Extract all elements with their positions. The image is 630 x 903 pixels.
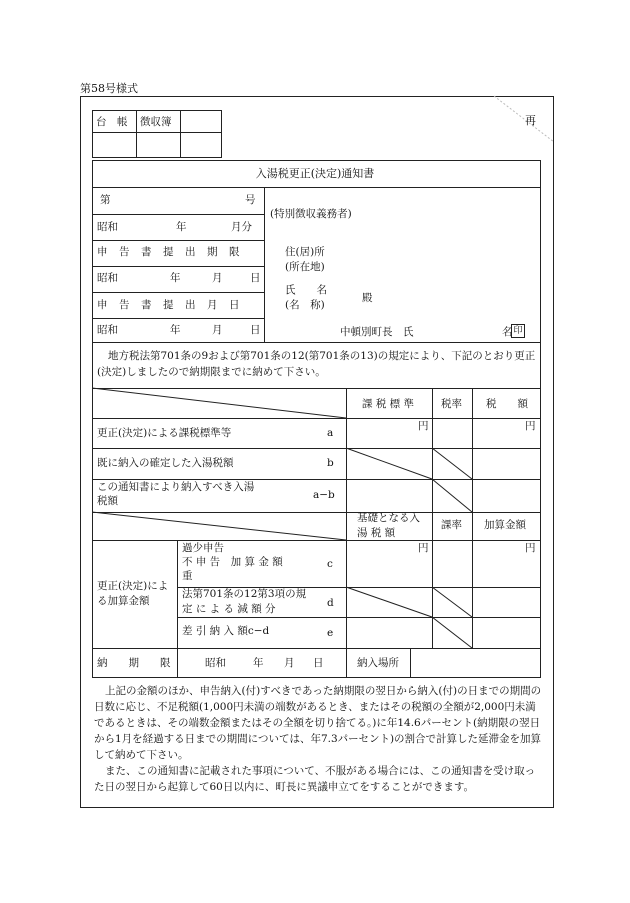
- resubmit-mark: 再: [525, 114, 536, 127]
- deadline-label: 申 告 書 提 出 期 限: [97, 246, 240, 258]
- t2-group-label: 更正(決定)による加算金額: [97, 580, 169, 607]
- deadline-month: 月: [212, 272, 223, 284]
- due-day: 日: [313, 657, 324, 669]
- period-month: 月分: [231, 221, 252, 233]
- form-number: 第58号様式: [80, 82, 138, 95]
- t1-header-rate: 税率: [441, 398, 462, 410]
- t1-row-b-label: 既に納入の確定した入湯税額: [97, 457, 234, 469]
- t2-row-d-code: d: [327, 597, 334, 609]
- number-prefix: 第: [100, 194, 111, 206]
- payment-place-label: 納入場所: [357, 657, 399, 669]
- t2-header-base: 基礎となる入 湯 税 額: [357, 512, 420, 539]
- mayor-label: 中頓別町長 氏: [340, 326, 414, 338]
- deadline-year: 年: [170, 272, 181, 284]
- document-title: 入湯税更正(決定)通知書: [255, 167, 375, 180]
- t1-row-ab-label: この通知書により納入すべき入湯税額: [97, 481, 255, 507]
- t2-row-c-unit2: 円: [525, 542, 536, 554]
- location-label: (所在地): [285, 261, 325, 273]
- period-era: 昭和: [97, 221, 118, 233]
- period-year: 年: [176, 221, 187, 233]
- t1-row-a-unit2: 円: [525, 420, 536, 432]
- t2-header-rate: 課率: [441, 519, 462, 531]
- ledger-daicho-label: 台 帳: [96, 116, 128, 128]
- t2-row-c-label: 過少申告 不 申 告 加 算 金 額 重: [182, 542, 283, 582]
- t1-header-tax: 税 額: [486, 398, 528, 410]
- name-alt-label: (名 称): [285, 299, 325, 311]
- t1-row-a-code: a: [327, 427, 334, 439]
- deadline-day: 日: [250, 272, 261, 284]
- seal-icon: 印: [511, 324, 525, 338]
- due-year: 年: [253, 657, 264, 669]
- filed-month: 月: [212, 324, 223, 336]
- t2-row-c-code: c: [327, 558, 333, 570]
- t2-header-amount: 加算金額: [484, 519, 526, 531]
- filed-label: 申 告 書 提 出 月 日: [97, 299, 240, 311]
- t1-row-b-code: b: [327, 457, 334, 469]
- deadline-era: 昭和: [97, 272, 118, 284]
- filed-year: 年: [170, 324, 181, 336]
- address-label: 住(居)所: [285, 246, 325, 258]
- t1-row-ab-code: a−b: [313, 489, 335, 501]
- mayor-name-suffix: 名: [502, 326, 513, 338]
- ledger-choshubo-label: 徴収簿: [140, 116, 172, 128]
- number-suffix: 号: [245, 194, 256, 206]
- notice-text: 地方税法第701条の9および第701条の12(第701条の13)の規定により、下記のとおり更正(決定)しましたので納期限までに納めて下さい。: [97, 350, 536, 378]
- t1-row-a-label: 更正(決定)による課税標準等: [97, 427, 232, 439]
- special-collector-label: (特別徴収義務者): [270, 208, 352, 220]
- filed-era: 昭和: [97, 324, 118, 336]
- footnote-late-fee: 上記の金額のほか、申告納入(付)すべきであった納期限の翌日から納入(付)の日までの期間の日数に応じ、不足税額(1,000円未満の端数があるとき、またはその税額の全額が2,000円未満であるときは、その端数金額またはその全額を切り捨てる。)に年14.6パーセント(納期限の翌日から1月を経過する日までの期間については、年7.3パーセント)の割合で計算した延滞金を加算して納めて下さい。: [94, 685, 542, 761]
- due-label: 納 期 限: [97, 657, 171, 669]
- t2-row-c-unit1: 円: [418, 542, 429, 554]
- honorific-dono: 殿: [362, 292, 373, 304]
- due-era: 昭和: [205, 657, 226, 669]
- t2-row-e-label: 差 引 納 入 額c−d: [182, 625, 270, 637]
- t2-row-d-label: 法第701条の12第3項の規 定 に よ る 減 額 分: [182, 588, 307, 615]
- name-label: 氏 名: [285, 284, 327, 296]
- due-month: 月: [284, 657, 295, 669]
- t2-row-e-code: e: [327, 627, 334, 639]
- filed-day: 日: [250, 324, 261, 336]
- t1-header-base: 課 税 標 準: [362, 398, 415, 410]
- t1-row-a-unit1: 円: [418, 420, 429, 432]
- footnote-appeal: また、この通知書に記載された事項について、不服がある場合には、この通知書を受け取った日の翌日から起算して60日以内に、町長に異議申立てをすることができます。: [94, 765, 536, 793]
